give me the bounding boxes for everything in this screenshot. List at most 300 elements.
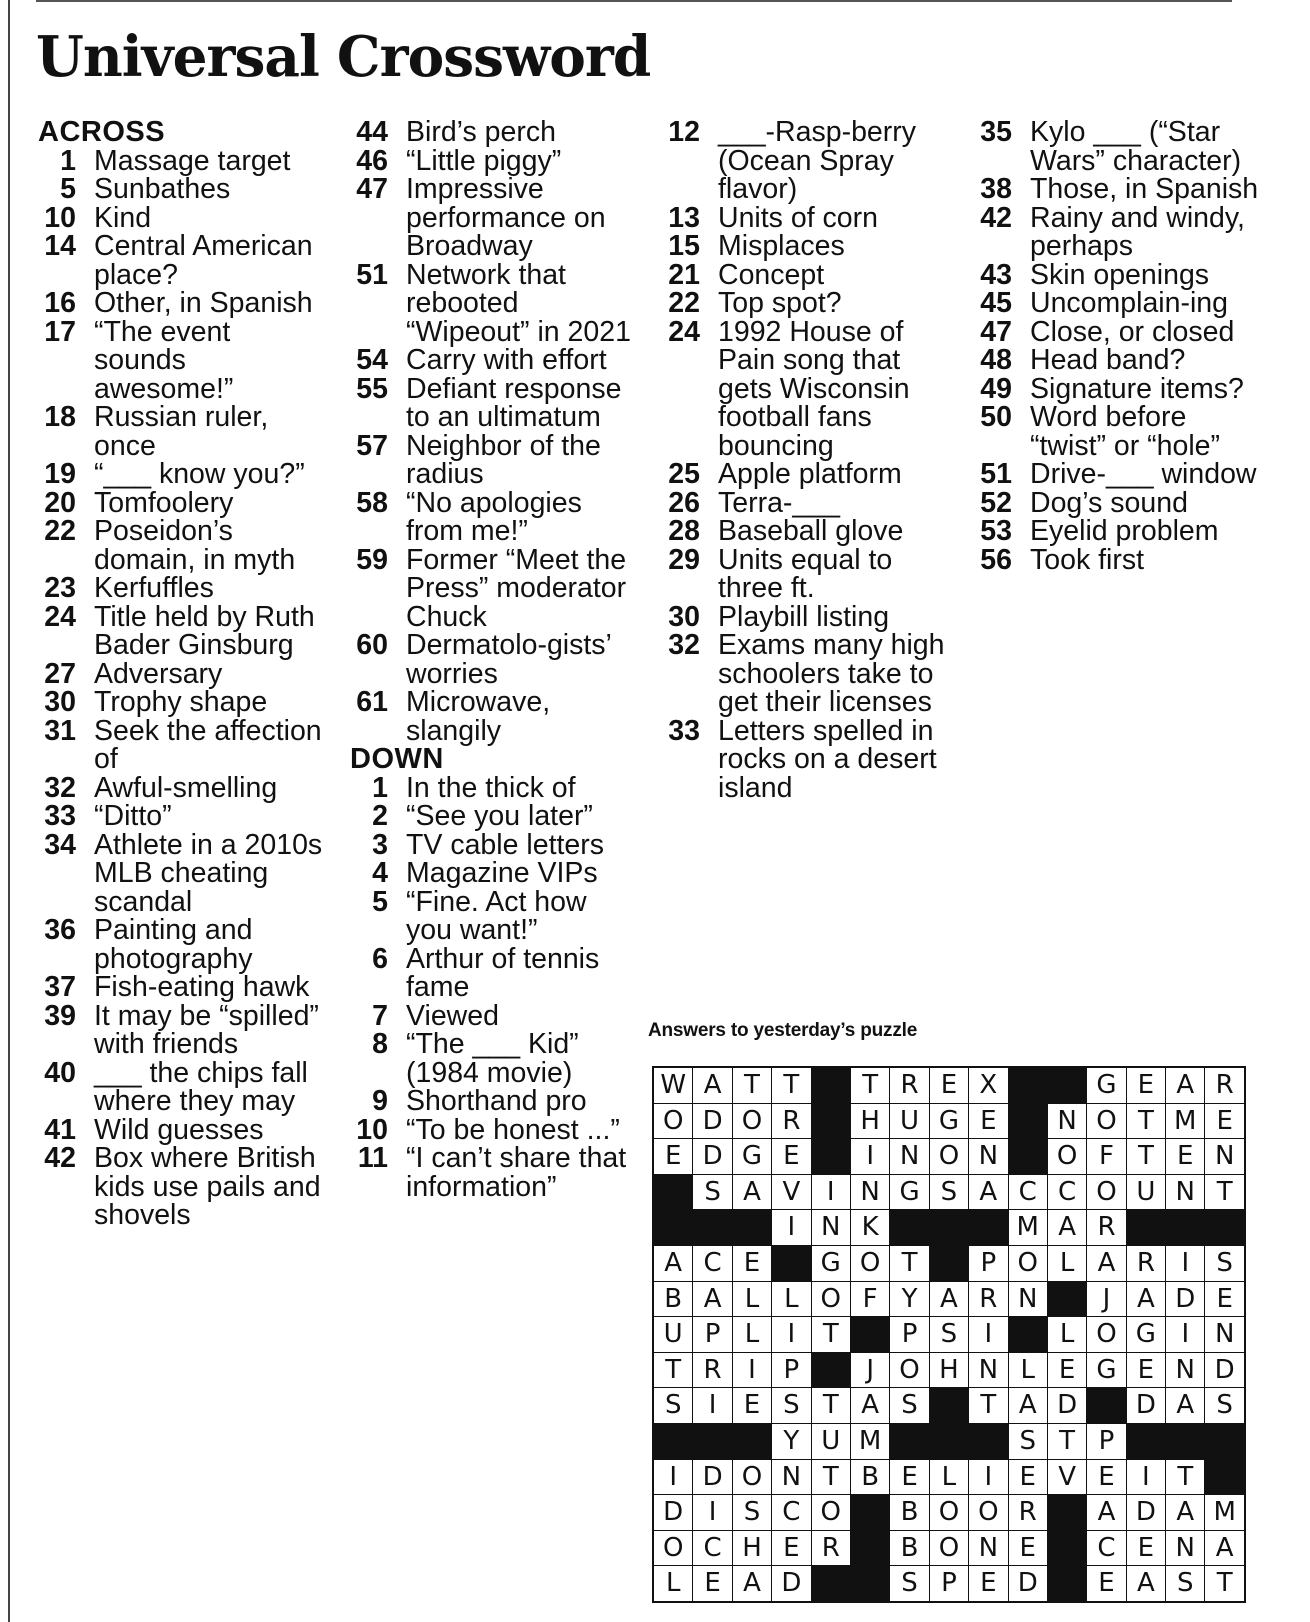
grid-cell: O — [1009, 1246, 1047, 1281]
clue-text: Title held by Ruth Bader Ginsburg — [94, 600, 315, 661]
clue-number: 45 — [980, 287, 1012, 319]
left-rule — [8, 0, 10, 1622]
clue-item — [974, 346, 1264, 375]
clue-number: 35 — [980, 116, 1012, 148]
grid-cell: I — [812, 1175, 850, 1210]
clue-number: 54 — [356, 344, 388, 376]
clue-text: Microwave, slangily — [406, 686, 551, 747]
grid-cell: L — [1009, 1353, 1047, 1388]
clue-text: Rainy and windy, perhaps — [1030, 201, 1245, 262]
clue-text: Letters spelled in rocks on a desert island — [718, 714, 937, 804]
clue-item — [38, 486, 328, 519]
grid-block — [930, 1246, 968, 1281]
clue-number: 55 — [356, 372, 388, 405]
grid-cell: D — [693, 1460, 731, 1495]
grid-cell: S — [1205, 1388, 1243, 1423]
clue-number: 50 — [980, 401, 1012, 433]
grid-cell: S — [930, 1317, 968, 1352]
clue-number: 3 — [372, 828, 388, 861]
grid-block — [930, 1424, 968, 1459]
clue-number: 43 — [980, 258, 1012, 291]
clue-item — [974, 315, 1264, 348]
grid-block — [1048, 1068, 1086, 1103]
grid-cell: R — [1205, 1068, 1243, 1103]
clue-item — [974, 460, 1264, 489]
grid-cell: E — [1048, 1353, 1086, 1388]
grid-block — [890, 1210, 928, 1245]
grid-cell: D — [772, 1566, 810, 1601]
clue-text: Eyelid problem — [1030, 515, 1219, 547]
grid-cell: A — [851, 1388, 889, 1423]
grid-cell: A — [969, 1175, 1007, 1210]
clue-item — [350, 429, 640, 490]
clue-text: Kylo ___ (“Star Wars” character) — [1030, 116, 1242, 177]
clue-column-4 — [974, 118, 1264, 574]
page-title: Universal Crossword — [36, 24, 651, 90]
grid-cell: O — [930, 1495, 968, 1530]
grid-cell: O — [812, 1282, 850, 1317]
clue-text: Arthur of tennis fame — [406, 942, 600, 1003]
grid-cell: O — [969, 1495, 1007, 1530]
clue-item — [662, 543, 952, 604]
grid-cell: H — [930, 1353, 968, 1388]
grid-cell: S — [772, 1388, 810, 1423]
grid-cell: O — [890, 1353, 928, 1388]
clue-number: 24 — [44, 600, 76, 633]
clue-item — [38, 232, 328, 289]
grid-cell: S — [1166, 1566, 1204, 1601]
clue-text: Dermatolo-gists’ worries — [406, 629, 611, 690]
clue-item — [38, 1113, 328, 1146]
grid-block — [851, 1566, 889, 1601]
clue-text: Uncomplain-ing — [1030, 287, 1229, 319]
clue-text: Misplaces — [718, 230, 845, 262]
clue-number: 29 — [668, 543, 700, 576]
clue-text: Baseball glove — [718, 515, 904, 547]
grid-cell: R — [969, 1282, 1007, 1317]
clue-text: Neighbor of the radius — [406, 429, 601, 490]
clue-item — [38, 574, 328, 603]
grid-cell: L — [1048, 1317, 1086, 1352]
clue-text: Massage target — [94, 144, 291, 177]
grid-block — [1009, 1317, 1047, 1352]
grid-cell: G — [1087, 1353, 1125, 1388]
clue-item — [662, 201, 952, 234]
grid-cell: N — [1166, 1175, 1204, 1210]
clue-number: 51 — [980, 458, 1012, 490]
grid-cell: A — [1166, 1388, 1204, 1423]
grid-cell: T — [812, 1460, 850, 1495]
clue-number: 37 — [44, 971, 76, 1003]
grid-cell: P — [693, 1317, 731, 1352]
grid-cell: R — [1009, 1495, 1047, 1530]
grid-block — [654, 1424, 692, 1459]
grid-block — [654, 1175, 692, 1210]
clue-text: “Fine. Act how you want!” — [406, 885, 587, 946]
grid-block — [851, 1531, 889, 1566]
clue-text: It may be “spilled” with friends — [94, 999, 319, 1060]
grid-cell: S — [890, 1388, 928, 1423]
grid-cell: O — [654, 1531, 692, 1566]
grid-cell: S — [930, 1175, 968, 1210]
grid-cell: B — [654, 1282, 692, 1317]
grid-cell: A — [1166, 1495, 1204, 1530]
grid-cell: G — [733, 1139, 771, 1174]
clue-number: 9 — [372, 1085, 388, 1117]
clue-number: 42 — [44, 1142, 76, 1174]
grid-cell: W — [654, 1068, 692, 1103]
clue-item — [350, 175, 640, 261]
clue-column-2 — [350, 118, 640, 1201]
grid-cell: O — [733, 1460, 771, 1495]
grid-cell: I — [733, 1353, 771, 1388]
clue-number: 14 — [44, 230, 76, 262]
grid-cell: A — [1166, 1068, 1204, 1103]
clue-item — [38, 201, 328, 234]
grid-cell: K — [851, 1210, 889, 1245]
clue-item — [350, 688, 640, 745]
clue-item — [974, 486, 1264, 519]
grid-cell: D — [1205, 1353, 1243, 1388]
grid-cell: A — [1127, 1282, 1165, 1317]
grid-block — [930, 1388, 968, 1423]
grid-cell: E — [1127, 1353, 1165, 1388]
clue-column-3 — [662, 118, 952, 802]
grid-cell: P — [772, 1353, 810, 1388]
grid-cell: E — [1205, 1104, 1243, 1139]
clue-item — [350, 1087, 640, 1116]
grid-cell: N — [969, 1531, 1007, 1566]
clue-text: “Little piggy” — [406, 144, 562, 177]
clue-item — [350, 828, 640, 861]
clue-text: “No apologies from me!” — [406, 486, 582, 547]
clue-number: 22 — [44, 515, 76, 547]
clue-text: Skin openings — [1030, 258, 1210, 291]
grid-cell: A — [693, 1068, 731, 1103]
clue-item — [350, 543, 640, 633]
clue-item — [38, 517, 328, 574]
clue-text: Other, in Spanish — [94, 287, 313, 319]
clue-item — [38, 460, 328, 489]
clue-number: 28 — [668, 515, 700, 547]
clue-text: TV cable letters — [406, 828, 604, 861]
grid-cell: J — [1087, 1282, 1125, 1317]
clue-item — [974, 118, 1264, 175]
grid-cell: L — [733, 1317, 771, 1352]
grid-cell: X — [969, 1068, 1007, 1103]
grid-cell: D — [693, 1139, 731, 1174]
grid-cell: L — [733, 1282, 771, 1317]
clue-text: Adversary — [94, 657, 223, 690]
grid-cell: P — [930, 1566, 968, 1601]
grid-cell: E — [1205, 1282, 1243, 1317]
clue-item — [662, 118, 952, 204]
grid-cell: I — [654, 1460, 692, 1495]
clue-text: Awful-smelling — [94, 771, 278, 804]
grid-cell: U — [1127, 1175, 1165, 1210]
grid-cell: A — [733, 1566, 771, 1601]
grid-cell: R — [812, 1531, 850, 1566]
clue-text: “___ know you?” — [94, 458, 305, 490]
clue-number: 32 — [44, 771, 76, 804]
clue-number: 19 — [44, 458, 76, 490]
grid-cell: O — [1087, 1104, 1125, 1139]
grid-cell: E — [654, 1139, 692, 1174]
grid-cell: O — [930, 1531, 968, 1566]
grid-cell: G — [1127, 1317, 1165, 1352]
clue-number: 2 — [372, 800, 388, 832]
grid-cell: R — [890, 1068, 928, 1103]
grid-cell: A — [1048, 1210, 1086, 1245]
grid-cell: N — [851, 1175, 889, 1210]
clue-number: 1 — [60, 144, 76, 177]
grid-cell: I — [969, 1317, 1007, 1352]
clue-text: Seek the affection of — [94, 714, 322, 775]
clue-text: Drive-___ window — [1030, 458, 1257, 490]
grid-cell: D — [1127, 1388, 1165, 1423]
clue-number: 49 — [980, 372, 1012, 405]
clue-item — [974, 403, 1264, 460]
grid-block — [1048, 1531, 1086, 1566]
clue-number: 22 — [668, 287, 700, 319]
clue-text: Units of corn — [718, 201, 878, 234]
clue-text: Top spot? — [718, 287, 842, 319]
grid-cell: T — [812, 1317, 850, 1352]
clue-number: 36 — [44, 914, 76, 946]
clue-number: 46 — [356, 144, 388, 177]
grid-cell: N — [969, 1353, 1007, 1388]
grid-block — [1205, 1210, 1243, 1245]
clue-number: 20 — [44, 486, 76, 519]
grid-cell: L — [930, 1460, 968, 1495]
clue-text: Carry with effort — [406, 344, 607, 376]
clue-item — [350, 258, 640, 348]
grid-cell: F — [1087, 1139, 1125, 1174]
grid-cell: E — [772, 1139, 810, 1174]
grid-cell: D — [1009, 1566, 1047, 1601]
clue-number: 11 — [357, 1142, 388, 1174]
clue-text: Kind — [94, 201, 152, 234]
clue-number: 60 — [356, 629, 388, 661]
clue-text: Bird’s perch — [406, 116, 556, 148]
grid-block — [1048, 1495, 1086, 1530]
grid-cell: C — [1009, 1175, 1047, 1210]
grid-block — [654, 1210, 692, 1245]
clue-item — [38, 688, 328, 717]
clue-number: 59 — [356, 543, 388, 576]
clue-number: 4 — [372, 857, 388, 889]
grid-block — [1048, 1566, 1086, 1601]
grid-block — [1166, 1210, 1204, 1245]
grid-cell: O — [1087, 1175, 1125, 1210]
clue-item — [350, 346, 640, 375]
grid-cell: T — [772, 1068, 810, 1103]
grid-cell: O — [851, 1246, 889, 1281]
clue-item — [350, 631, 640, 688]
clue-item — [662, 258, 952, 291]
grid-cell: E — [1087, 1460, 1125, 1495]
clue-item — [38, 657, 328, 690]
clue-item — [350, 942, 640, 1003]
clue-number: 51 — [356, 258, 388, 291]
grid-cell: B — [851, 1460, 889, 1495]
grid-cell: T — [1166, 1460, 1204, 1495]
clue-text: Terra-___ — [718, 486, 840, 519]
grid-cell: N — [1048, 1104, 1086, 1139]
grid-cell: D — [1166, 1282, 1204, 1317]
grid-block — [1205, 1424, 1243, 1459]
grid-cell: B — [890, 1531, 928, 1566]
grid-cell: E — [693, 1566, 731, 1601]
grid-block — [930, 1210, 968, 1245]
clue-item — [662, 486, 952, 519]
grid-cell: I — [772, 1317, 810, 1352]
grid-block — [1009, 1139, 1047, 1174]
clue-number: 18 — [44, 401, 76, 433]
grid-cell: N — [1205, 1317, 1243, 1352]
clue-text: “I can’t share that information” — [406, 1142, 627, 1203]
grid-cell: P — [1087, 1424, 1125, 1459]
grid-block — [772, 1246, 810, 1281]
grid-cell: E — [733, 1388, 771, 1423]
grid-cell: L — [772, 1282, 810, 1317]
clue-item — [662, 460, 952, 489]
clue-item — [974, 258, 1264, 291]
clue-text: Shorthand pro — [406, 1085, 587, 1117]
clue-number: 33 — [668, 714, 700, 747]
clue-item — [38, 916, 328, 973]
clue-item — [38, 144, 328, 177]
grid-cell: I — [851, 1139, 889, 1174]
clue-item — [38, 315, 328, 405]
grid-cell: H — [733, 1531, 771, 1566]
grid-cell: Y — [890, 1282, 928, 1317]
clue-item — [38, 600, 328, 661]
clue-text: Those, in Spanish — [1030, 173, 1259, 205]
clue-item — [974, 289, 1264, 318]
grid-cell: R — [772, 1104, 810, 1139]
grid-block — [733, 1424, 771, 1459]
clue-item — [662, 315, 952, 462]
clue-text: “Ditto” — [94, 800, 172, 832]
grid-cell: E — [1127, 1068, 1165, 1103]
grid-cell: N — [969, 1139, 1007, 1174]
clue-text: “To be honest ...” — [406, 1113, 620, 1146]
clue-number: 32 — [668, 629, 700, 661]
grid-cell: D — [654, 1495, 692, 1530]
clue-text: “The event sounds awesome!” — [94, 315, 234, 405]
clue-text: Former “Meet the Press” moderator Chuck — [406, 543, 627, 633]
grid-block — [1205, 1460, 1243, 1495]
clue-number: 47 — [980, 315, 1012, 348]
answers-heading: Answers to yesterday’s puzzle — [648, 1020, 918, 1041]
grid-cell: D — [693, 1104, 731, 1139]
clue-number: 42 — [980, 201, 1012, 234]
clue-number: 10 — [44, 201, 76, 234]
clue-number: 8 — [372, 1028, 388, 1060]
grid-cell: I — [1166, 1317, 1204, 1352]
clue-text: Took first — [1030, 543, 1145, 576]
grid-cell: T — [851, 1068, 889, 1103]
down-heading: DOWN — [350, 743, 444, 775]
clue-item — [38, 714, 328, 775]
grid-cell: L — [654, 1566, 692, 1601]
clue-text: Painting and photography — [94, 914, 253, 975]
grid-cell: N — [1166, 1353, 1204, 1388]
clue-number: 34 — [44, 828, 76, 861]
clue-item — [974, 517, 1264, 546]
top-rule — [36, 0, 1232, 2]
clue-number: 5 — [372, 885, 388, 918]
clue-text: Network that rebooted “Wipeout” in 2021 — [406, 258, 631, 348]
clue-item — [350, 144, 640, 177]
grid-cell: D — [1048, 1388, 1086, 1423]
grid-cell: C — [772, 1495, 810, 1530]
clue-number: 44 — [356, 116, 388, 148]
grid-cell: S — [693, 1175, 731, 1210]
clue-text: Tomfoolery — [94, 486, 234, 519]
grid-cell: F — [851, 1282, 889, 1317]
clue-item — [662, 631, 952, 717]
grid-cell: U — [812, 1424, 850, 1459]
clue-number: 23 — [44, 572, 76, 604]
grid-cell: E — [1127, 1531, 1165, 1566]
grid-cell: I — [1127, 1460, 1165, 1495]
clue-number: 1 — [372, 771, 388, 804]
clue-item — [350, 486, 640, 547]
clue-text: Viewed — [406, 999, 499, 1032]
grid-cell: E — [890, 1460, 928, 1495]
grid-cell: O — [812, 1495, 850, 1530]
clue-number: 57 — [356, 429, 388, 462]
grid-block — [693, 1424, 731, 1459]
clue-text: Playbill listing — [718, 600, 890, 633]
grid-cell: N — [812, 1210, 850, 1245]
clue-item — [38, 771, 328, 804]
clue-number: 30 — [668, 600, 700, 633]
clue-text: Exams many high schoolers take to get their licenses — [718, 629, 945, 718]
grid-cell: O — [1048, 1139, 1086, 1174]
clue-number: 5 — [60, 173, 76, 205]
grid-cell: C — [1087, 1531, 1125, 1566]
grid-cell: I — [693, 1388, 731, 1423]
grid-cell: H — [851, 1104, 889, 1139]
clue-item — [974, 175, 1264, 204]
grid-block — [812, 1104, 850, 1139]
clue-item — [38, 802, 328, 831]
clue-text: Close, or closed — [1030, 315, 1235, 348]
clue-text: Poseidon’s domain, in myth — [94, 515, 296, 576]
grid-cell: G — [930, 1104, 968, 1139]
grid-block — [1127, 1210, 1165, 1245]
grid-cell: R — [1127, 1246, 1165, 1281]
grid-cell: O — [930, 1139, 968, 1174]
clue-text: ___ the chips fall where they may — [94, 1056, 308, 1117]
grid-cell: G — [890, 1175, 928, 1210]
grid-cell: D — [1127, 1495, 1165, 1530]
grid-block — [812, 1068, 850, 1103]
clue-item — [350, 372, 640, 433]
clue-number: 13 — [668, 201, 700, 234]
clue-item — [974, 201, 1264, 262]
grid-block — [1166, 1424, 1204, 1459]
grid-cell: P — [890, 1317, 928, 1352]
clue-text: Apple platform — [718, 458, 902, 490]
grid-cell: S — [733, 1495, 771, 1530]
grid-cell: N — [772, 1460, 810, 1495]
grid-cell: T — [1127, 1139, 1165, 1174]
clue-item — [38, 828, 328, 918]
